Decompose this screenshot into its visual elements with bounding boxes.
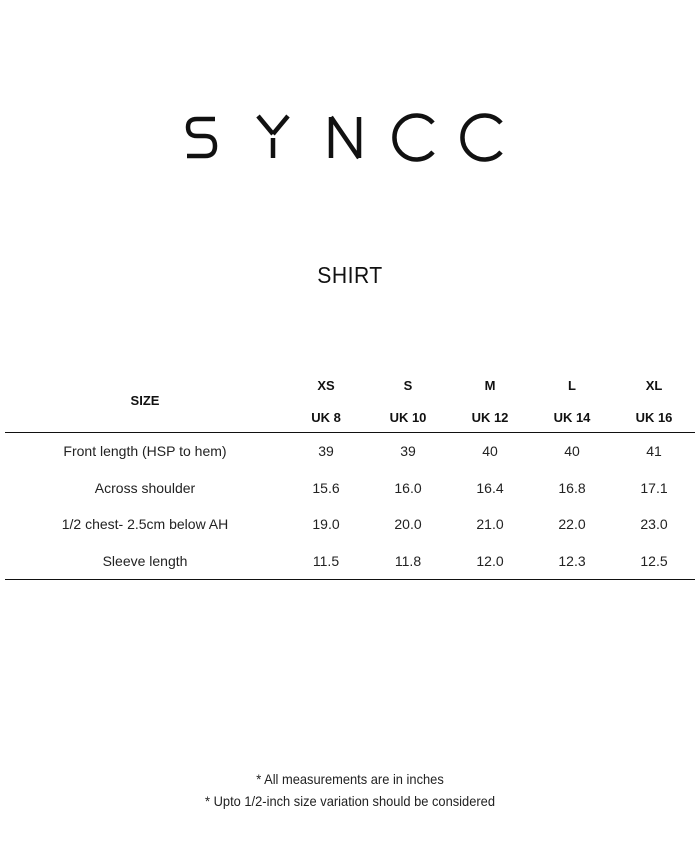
measurement-value: 41 [646,443,662,460]
table-row [5,433,695,470]
brand-logo-svg [185,110,515,170]
measurement-value: 15.6 [312,479,340,496]
size-chart [5,368,695,580]
logo-letter-n [331,117,359,158]
measurement-label: Front length (HSP to hem) [63,443,227,460]
product-title: SHIRT [317,262,383,288]
uk-size-label: UK 16 [613,402,695,433]
uk-size-label: UK 10 [367,402,449,433]
measurement-value: 20.0 [394,516,422,533]
measurement-label: Across shoulder [94,479,196,496]
logo-letter-y [258,116,288,158]
size-chart-table [5,368,695,580]
measurement-value: 11.5 [285,543,367,580]
note-variation: * Upto 1/2-inch size variation should be considered [205,793,495,809]
size-label: S [403,377,413,393]
size-label: L [568,377,576,393]
uk-size-label: UK 12 [449,402,531,433]
measurement-value: 21.0 [476,516,504,533]
logo-letter-s [187,119,215,156]
measurement-value: 12.3 [531,543,613,580]
measurement-value: 12.5 [613,543,695,580]
logo-letter-c1 [394,116,433,160]
measurement-value: 12.0 [449,543,531,580]
measurement-value: 40 [482,443,498,460]
measurement-notes [0,768,700,812]
measurement-value: 17.1 [640,479,668,496]
table-row [5,543,695,580]
measurement-value: 11.8 [367,543,449,580]
table-row [5,470,695,507]
measurement-value: 19.0 [312,516,340,533]
measurement-label: Sleeve length [5,543,285,580]
table-row [5,506,695,543]
size-label: M [484,377,496,393]
measurement-value: 39 [400,443,416,460]
size-column-header: SIZE [5,368,285,433]
measurement-value: 23.0 [640,516,668,533]
size-label: XL [645,377,663,393]
measurement-label: 1/2 chest- 2.5cm below AH [61,516,229,533]
measurement-value: 16.8 [558,479,586,496]
measurement-value: 40 [564,443,580,460]
note-units: * All measurements are in inches [256,771,444,787]
measurement-value: 39 [318,443,334,460]
size-header-row [5,368,695,402]
brand-logo [0,110,700,190]
measurement-value: 16.4 [476,479,504,496]
size-label: XS [317,377,335,393]
measurement-value: 16.0 [394,479,422,496]
logo-letter-c2 [462,116,501,160]
uk-size-label: UK 14 [531,402,613,433]
uk-size-label: UK 8 [285,402,367,433]
measurement-value: 22.0 [558,516,586,533]
